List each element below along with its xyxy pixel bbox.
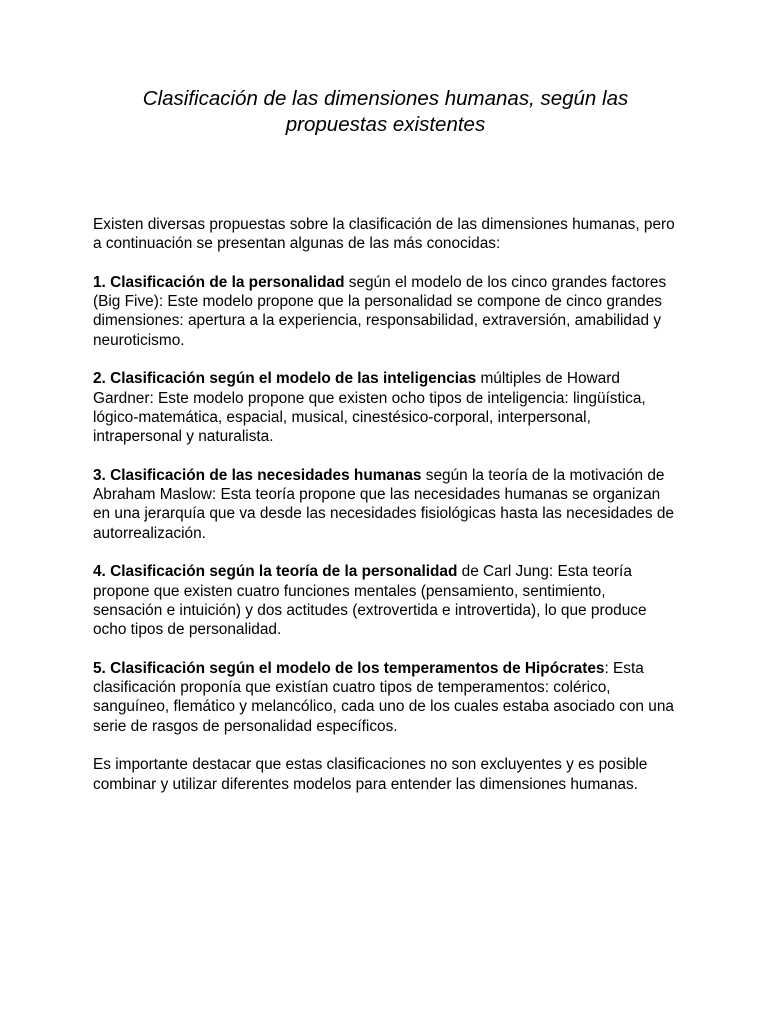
- list-item-maslow-needs: [93, 466, 678, 543]
- list-item-heading: 1. Clasificación de la personalidad: [93, 273, 345, 291]
- list-item-multiple-intelligences: [93, 369, 678, 446]
- list-item-text: múltiples de Howard Gardner: Este modelo propone que existen ocho tipos de inteligencia: lingüística, lógico-matemática, espacial, musical, cinestésico-corporal, interpersonal, intrapersonal y naturalista.: [93, 370, 646, 446]
- document-page: [93, 86, 678, 813]
- intro-paragraph: Existen diversas propuestas sobre la clasificación de las dimensiones humanas, pero a continuación se presentan algunas de las más conocidas:: [93, 216, 675, 253]
- list-item-jung-personality: [93, 562, 678, 639]
- document-body: [93, 215, 678, 794]
- document-title: Clasificación de las dimensiones humanas, según las propuestas existentes: [142, 87, 629, 136]
- list-item-personality-big-five: [93, 273, 678, 350]
- list-item-text: según el modelo de los cinco grandes factores (Big Five): Este modelo propone que la personalidad se compone de cinco grandes dimensiones: apertura a la experiencia, responsabilidad, extraversión, amabilidad y neuroticismo.: [93, 273, 667, 349]
- list-item-heading: 5. Clasificación según el modelo de los temperamentos de Hipócrates: [93, 659, 605, 677]
- list-item-heading: 3. Clasificación de las necesidades humanas: [93, 466, 422, 484]
- list-item-text: de Carl Jung: Esta teoría propone que existen cuatro funciones mentales (pensamiento, sentimiento, sensación e intuición) y dos actitudes (extrovertida e introvertida), lo que produce ocho tipos de personalidad.: [93, 563, 647, 639]
- list-item-heading: 2. Clasificación según el modelo de las inteligencias: [93, 370, 477, 388]
- list-item-text: según la teoría de la motivación de Abraham Maslow: Esta teoría propone que las necesidades humanas se organizan en una jerarquía que va desde las necesidades fisiológicas hasta las necesidades de autorrealización.: [93, 466, 674, 542]
- list-item-hippocrates-temperaments: [93, 659, 678, 736]
- list-item-text: : Esta clasificación proponía que existían cuatro tipos de temperamentos: colérico, sanguíneo, flemático y melancólico, cada uno de los cuales estaba asociado con una serie de rasgos de personalidad específicos.: [93, 659, 674, 735]
- conclusion-paragraph: Es importante destacar que estas clasificaciones no son excluyentes y es posible combinar y utilizar diferentes modelos para entender las dimensiones humanas.: [93, 756, 648, 793]
- list-item-heading: 4. Clasificación según la teoría de la personalidad: [93, 563, 458, 581]
